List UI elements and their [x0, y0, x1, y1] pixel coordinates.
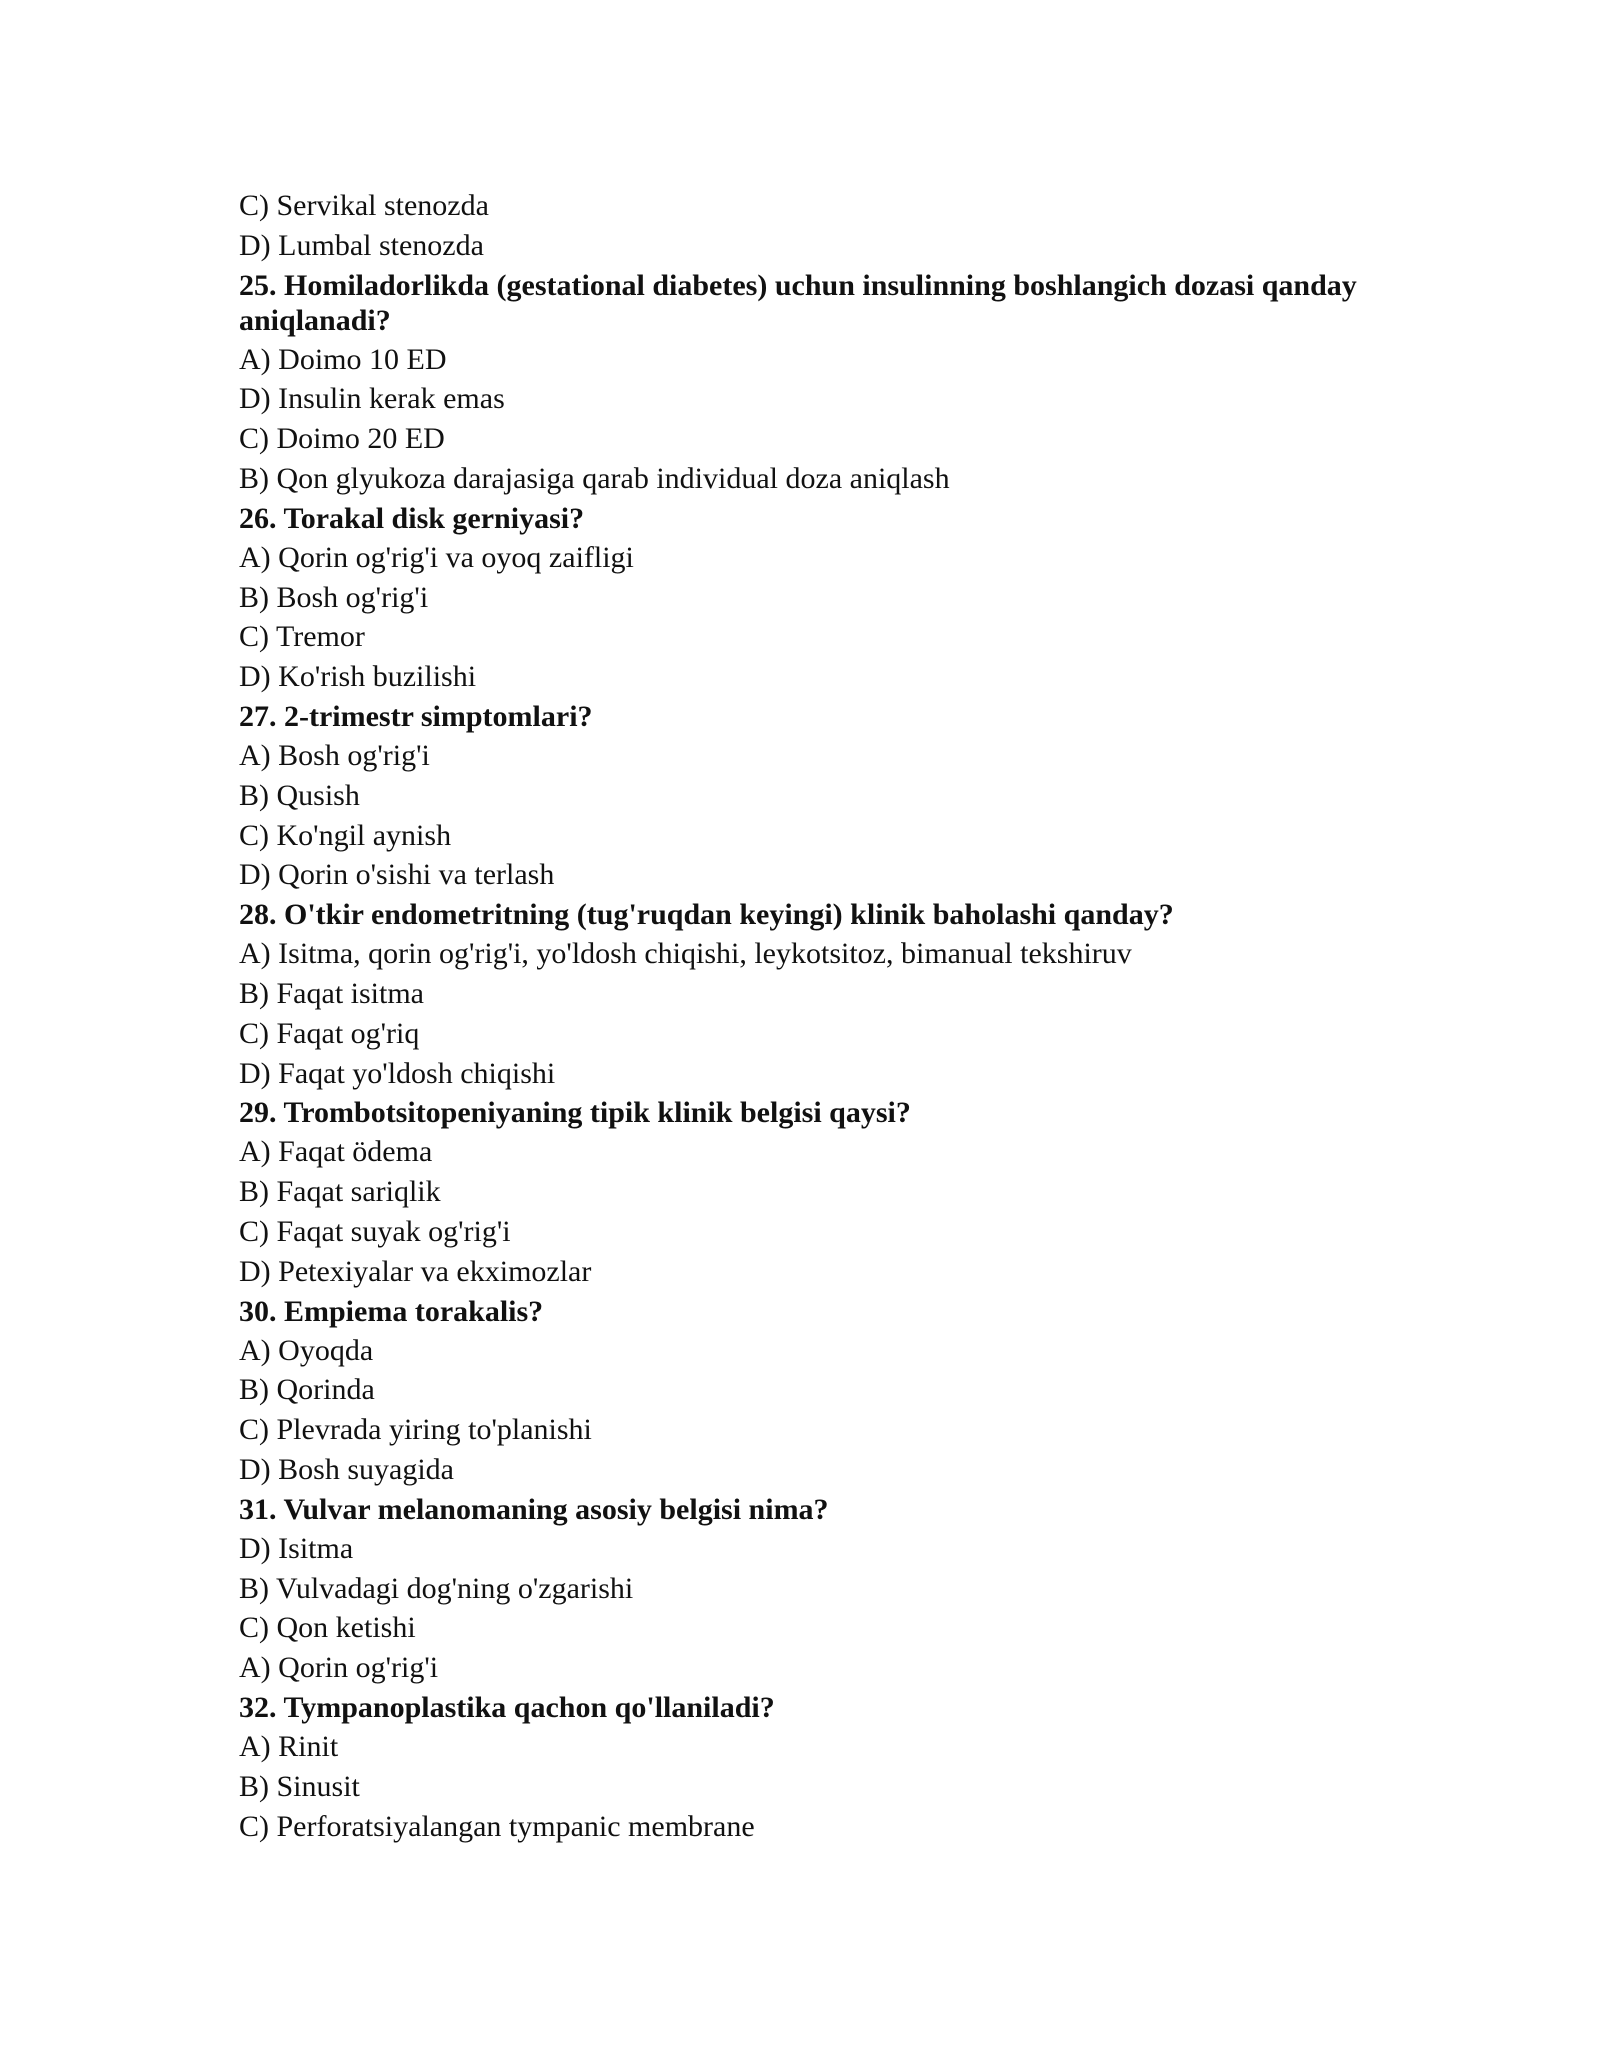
- answer-option: C) Perforatsiyalangan tympanic membrane: [239, 1809, 755, 1843]
- question-text: 26. Torakal disk gerniyasi?: [239, 501, 585, 535]
- answer-option: D) Lumbal stenozda: [239, 228, 484, 262]
- answer-option: D) Insulin kerak emas: [239, 382, 505, 416]
- question-text: 30. Empiema torakalis?: [239, 1294, 544, 1328]
- answer-option: D) Ko'rish buzilishi: [239, 660, 477, 694]
- answer-option: A) Doimo 10 ED: [239, 342, 447, 376]
- answer-option: D) Faqat yo'ldosh chiqishi: [239, 1056, 556, 1090]
- question-block: [239, 895, 1459, 1093]
- answer-option: A) Qorin og'rig'i: [239, 1651, 439, 1685]
- answer-option: B) Qusish: [239, 778, 360, 812]
- answer-option: B) Qorinda: [239, 1373, 375, 1407]
- question-block: [239, 697, 1459, 895]
- answer-option: B) Faqat isitma: [239, 976, 424, 1010]
- answer-option: C) Doimo 20 ED: [239, 422, 445, 456]
- question-text: 25. Homiladorlikda (gestational diabetes) uchun insulinning boshlangich dozasi qanday aniqlanadi?: [239, 268, 1357, 337]
- answer-option: B) Faqat sariqlik: [239, 1175, 441, 1209]
- answer-option: D) Bosh suyagida: [239, 1452, 454, 1486]
- answer-option: A) Qorin og'rig'i va oyoq zaifligi: [239, 540, 634, 574]
- question-text: 32. Tympanoplastika qachon qo'llaniladi?: [239, 1690, 775, 1724]
- question-text: 29. Trombotsitopeniyaning tipik klinik belgisi qaysi?: [239, 1096, 911, 1130]
- answer-option: A) Faqat ödema: [239, 1135, 433, 1169]
- question-block: [239, 1688, 1459, 1846]
- answer-option: C) Tremor: [239, 620, 365, 654]
- answer-option: D) Petexiyalar va ekximozlar: [239, 1254, 592, 1288]
- answer-option: B) Qon glyukoza darajasiga qarab individual doza aniqlash: [239, 461, 950, 495]
- answer-option: A) Oyoqda: [239, 1333, 374, 1367]
- answer-option: A) Bosh og'rig'i: [239, 738, 430, 772]
- question-text: 28. O'tkir endometritning (tug'ruqdan keyingi) klinik baholashi qanday?: [239, 898, 1174, 932]
- answer-option: D) Isitma: [239, 1531, 354, 1565]
- question-text: 27. 2-trimestr simptomlari?: [239, 699, 593, 733]
- question-block: [239, 1490, 1459, 1688]
- answer-option: C) Faqat suyak og'rig'i: [239, 1214, 511, 1248]
- question-text: 31. Vulvar melanomaning asosiy belgisi nima?: [239, 1492, 829, 1526]
- answer-option: D) Qorin o'sishi va terlash: [239, 858, 555, 892]
- answer-option: C) Plevrada yiring to'planishi: [239, 1413, 592, 1447]
- answer-option: A) Rinit: [239, 1729, 339, 1763]
- question-block: [239, 499, 1459, 697]
- answer-option: B) Vulvadagi dog'ning o'zgarishi: [239, 1571, 634, 1605]
- answer-option: C) Servikal stenozda: [239, 189, 489, 222]
- answer-option: C) Ko'ngil aynish: [239, 818, 452, 852]
- question-block: [239, 1292, 1459, 1490]
- document-page: [239, 186, 1459, 1846]
- question-block: [239, 1093, 1459, 1291]
- question-block: [239, 266, 1459, 499]
- answer-option: B) Bosh og'rig'i: [239, 580, 429, 614]
- answer-option: A) Isitma, qorin og'rig'i, yo'ldosh chiqishi, leykotsitoz, bimanual tekshiruv: [239, 937, 1132, 971]
- answer-option: B) Sinusit: [239, 1769, 360, 1803]
- answer-option: C) Faqat og'riq: [239, 1016, 420, 1050]
- answer-option: C) Qon ketishi: [239, 1611, 416, 1645]
